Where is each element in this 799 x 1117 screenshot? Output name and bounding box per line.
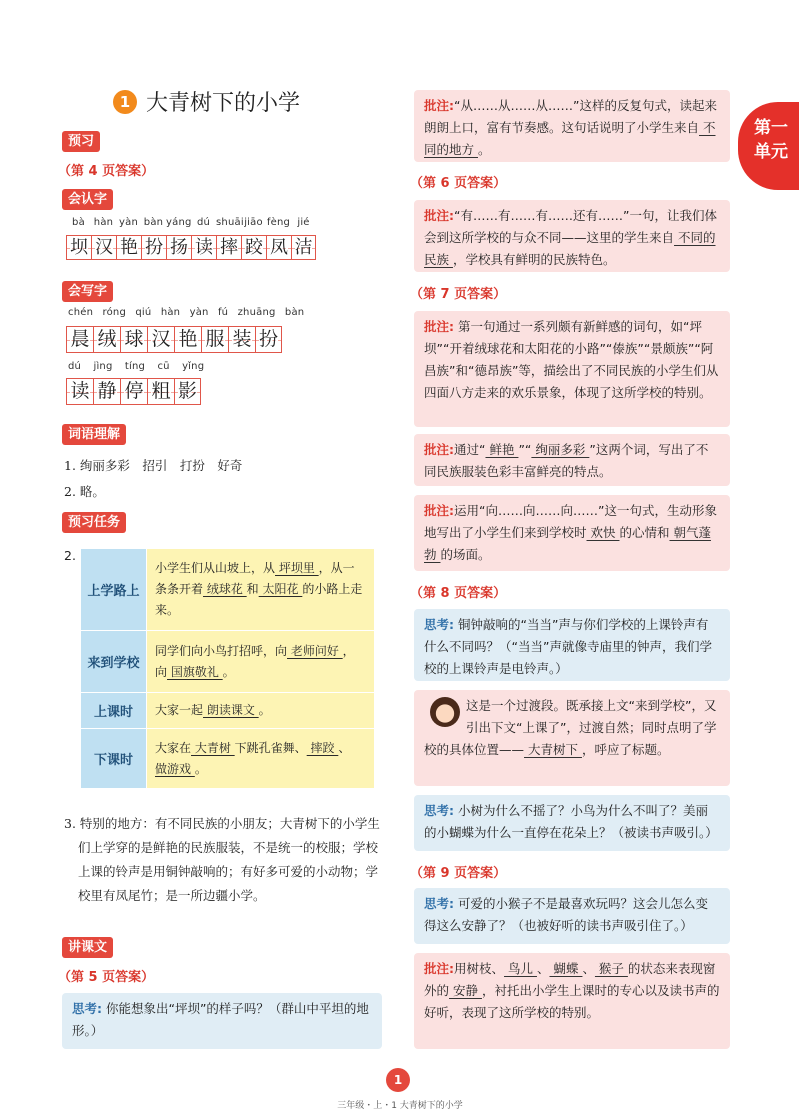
avatar (430, 697, 460, 727)
think-text: 可爱的小猴子不是最喜欢玩吗？这会儿怎么变得这么安静了？（也被好听的读书声吸引住了。） (424, 896, 708, 933)
char-cell: 扮 (255, 326, 282, 353)
answer-page-8: （第 8 页答案） (410, 586, 507, 601)
vocab-answer-1: 1. 绚丽多彩 招引 打扮 好奇 (64, 458, 243, 473)
write-char-grid-2 (66, 378, 201, 405)
pinyin-item: jiāo (244, 217, 263, 228)
char-cell: 艳 (174, 326, 201, 353)
read-chars-tag: 会认字 (62, 189, 113, 210)
table-row (81, 549, 375, 631)
pinyin-item: yáng (166, 217, 192, 228)
note-box-6: 这是一个过渡段。既承接上文“来到学校”，又引出下文“上课了”，过渡自然；同时点明了学校的具体位置—— 大青树下 ，呼应了标题。 (414, 690, 730, 786)
answer-page-4: （第 4 页答案） (58, 164, 155, 179)
char-cell: 摔 (216, 235, 241, 260)
write-pinyin-2: dú jìng tíng cū yǐng (68, 361, 205, 372)
answer-3: 3. 特别的地方：有不同民族的小朋友；大青树下的小学生们上学穿的是鲜艳的民族服装，不是统一的校服；学校上课的铃声是用铜钟敲响的；有好多可爱的小动物；学校里有凤尾竹；是一所边疆小学。 (64, 816, 380, 903)
answer-page-9: （第 9 页答案） (410, 866, 507, 881)
table-row (81, 729, 375, 789)
lecture-tag: 讲课文 (62, 937, 113, 958)
think-text: 小树为什么不摇了？小鸟为什么不叫了？美丽的小蝴蝶为什么一直停在花朵上？（被读书声吸引。） (424, 803, 718, 840)
pinyin-item: yàn (119, 217, 138, 228)
char-cell: 影 (174, 378, 201, 405)
think-label: 思考: (72, 1001, 102, 1016)
row-text: 小学生们从山坡上，从 坪坝里 ，从一条条开着 绒球花 和 太阳花 的小路上走来。 (147, 549, 375, 631)
pinyin-item: bà (72, 217, 85, 228)
char-cell: 读 (191, 235, 216, 260)
note-label: 批注: (424, 208, 454, 223)
row-text: 大家在 大青树 下跳孔雀舞、 摔跤 、 做游戏 。 (147, 729, 375, 789)
note-label: 批注: (424, 98, 454, 113)
char-cell: 静 (93, 378, 120, 405)
row-label: 上学路上 (81, 549, 147, 631)
pinyin-item: shuāi (216, 217, 244, 228)
think-box-1 (62, 993, 382, 1049)
pinyin-item: dú (196, 217, 211, 228)
unit-tab-line1: 第一 (754, 118, 788, 138)
char-cell: 停 (120, 378, 147, 405)
pinyin-item: jié (297, 217, 310, 228)
row-label: 上课时 (81, 693, 147, 729)
think-box-4 (414, 888, 730, 944)
think-text: 你能想象出“坪坝”的样子吗？（群山中平坦的地形。） (72, 1001, 369, 1038)
unit-tab-line2: 单元 (754, 142, 788, 162)
pinyin-item: bàn (143, 217, 164, 228)
row-text: 同学们向小鸟打招呼，向 老师问好 ，向 国旗敬礼 。 (147, 631, 375, 693)
char-cell: 艳 (116, 235, 141, 260)
lesson-title: 大青树下的小学 (146, 91, 301, 116)
row-text: 大家一起 朗读课文 。 (147, 693, 375, 729)
write-chars-tag: 会写字 (62, 281, 113, 302)
note-label: 批注: (424, 503, 454, 518)
char-cell: 读 (66, 378, 93, 405)
unit-tab (738, 102, 799, 190)
char-cell: 粗 (147, 378, 174, 405)
answer-page-6: （第 6 页答案） (410, 176, 507, 191)
note-box-3 (414, 311, 730, 427)
pinyin-item: hàn (93, 217, 114, 228)
char-cell: 凤 (266, 235, 291, 260)
think-box-2 (414, 609, 730, 681)
note-box-4: 批注:通过“ 鲜艳 ”“ 绚丽多彩 ”这两个词，写出了不同民族服装色彩丰富鲜亮的特点。 (414, 434, 730, 486)
task-number: 2. (64, 548, 76, 563)
char-cell: 绒 (93, 326, 120, 353)
table-row (81, 631, 375, 693)
page-number: 1 (386, 1068, 410, 1092)
task-table (80, 548, 375, 789)
read-pinyin (66, 217, 316, 228)
think-box-3 (414, 795, 730, 851)
note-box-7: 批注:用树枝、 鸟儿 、 蝴蝶 、 猴子 的状态来表现窗外的 安静 ，衬托出小学生上课时的专心以及读书声的好听，表现了这所学校的特别。 (414, 953, 730, 1049)
read-char-grid (66, 235, 316, 260)
char-cell: 跤 (241, 235, 266, 260)
think-label: 思考: (424, 617, 454, 632)
char-cell: 坝 (66, 235, 91, 260)
lesson-number-badge: 1 (113, 90, 137, 114)
answer-page-5: （第 5 页答案） (58, 970, 155, 985)
vocab-answer-2: 2. 略。 (64, 484, 105, 499)
note-box-2: 批注:“有……有……有……还有……”一句，让我们体会到这所学校的与众不同——这里的学生来自 不同的民族 ，学校具有鲜明的民族特色。 (414, 200, 730, 272)
write-pinyin-1: chén róng qiú hàn yàn fú zhuāng bàn (68, 307, 305, 318)
table-row (81, 693, 375, 729)
char-cell: 晨 (66, 326, 93, 353)
write-char-grid-1 (66, 326, 282, 353)
note-text: 第一句通过一系列颇有新鲜感的词句，如“坪坝”“开着绒球花和太阳花的小路”“傣族”“景颇族”“阿昌族”和“德昂族”等，描绘出了不同民族的小学生们从四面八方走来的欢乐景象，体现了这所学校的特别。 (424, 319, 719, 400)
char-cell: 洁 (291, 235, 316, 260)
answer-page-7: （第 7 页答案） (410, 287, 507, 302)
pinyin-item: fèng (266, 217, 291, 228)
char-cell: 服 (201, 326, 228, 353)
char-cell: 球 (120, 326, 147, 353)
think-text: 铜钟敲响的“当当”声与你们学校的上课铃声有什么不同吗？（“当当”声就像寺庙里的钟声，我们学校的上课铃声是电铃声。） (424, 617, 712, 676)
think-label: 思考: (424, 803, 454, 818)
char-cell: 汉 (147, 326, 174, 353)
char-cell: 汉 (91, 235, 116, 260)
note-box-5: 批注:运用“向……向……向……”这一句式，生动形象地写出了小学生们来到学校时 欢快 的心情和 朝气蓬勃 的场面。 (414, 495, 730, 571)
preview-tag: 预习 (62, 131, 100, 152)
think-label: 思考: (424, 896, 454, 911)
row-label: 来到学校 (81, 631, 147, 693)
char-cell: 扬 (166, 235, 191, 260)
note-label: 批注: (424, 961, 454, 976)
note-label: 批注: (424, 319, 454, 334)
row-label: 下课时 (81, 729, 147, 789)
char-cell: 装 (228, 326, 255, 353)
task-tag: 预习任务 (62, 512, 126, 533)
footer-text: 三年级・上・1 大青树下的小学 (337, 1101, 463, 1111)
vocab-tag: 词语理解 (62, 424, 126, 445)
char-cell: 扮 (141, 235, 166, 260)
note-box-1: 批注:“从……从……从……”这样的反复句式，读起来朗朗上口，富有节奏感。这句话说明了小学生来自 不同的地方 。 (414, 90, 730, 162)
note-label: 批注: (424, 442, 454, 457)
